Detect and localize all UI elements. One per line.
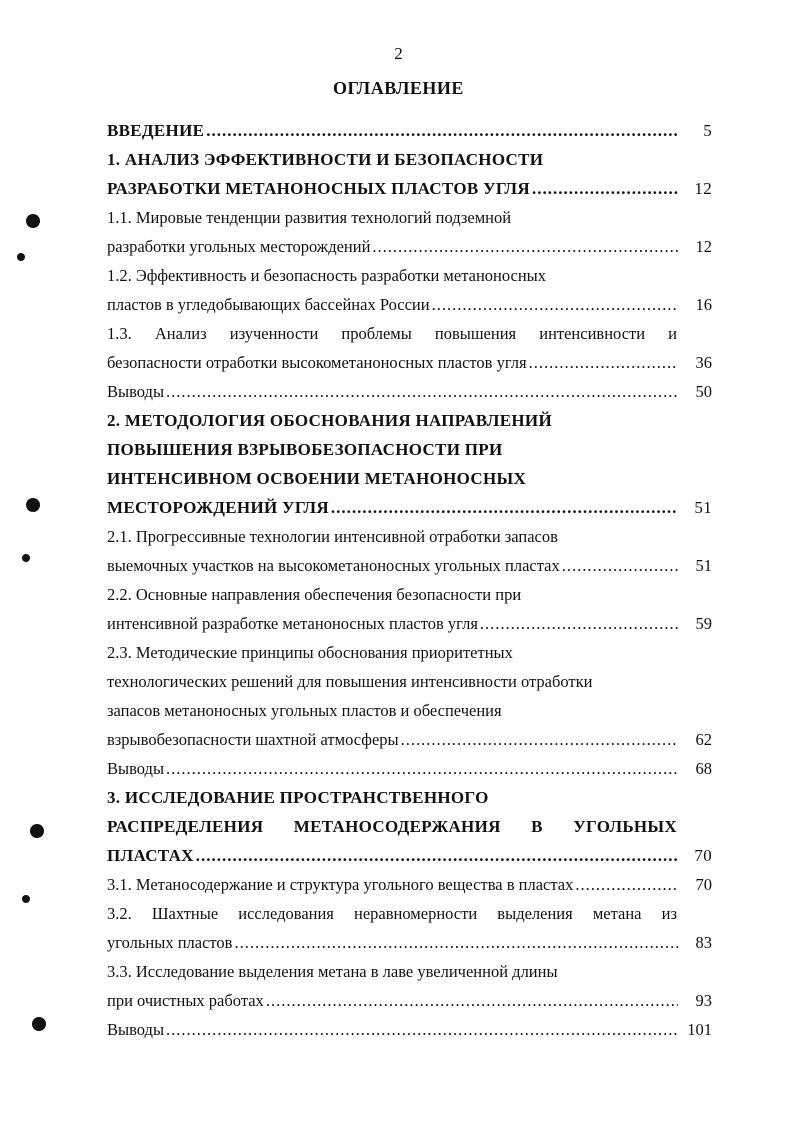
toc-entry: 1.3. Анализ изученности проблемы повышения интенсивности и xyxy=(107,324,677,343)
toc-entry-text: Выводы xyxy=(107,382,165,401)
toc-entry xyxy=(107,986,712,1015)
binder-hole-mark xyxy=(26,498,40,512)
toc-entry xyxy=(107,928,712,957)
toc-entry: 3.3. Исследование выделения метана в лаве увеличенной длины xyxy=(107,962,558,981)
toc-entry-text: Выводы xyxy=(107,759,165,778)
toc-entry xyxy=(107,609,712,638)
dot-leader xyxy=(562,551,678,580)
toc-entry-text: ВВЕДЕНИЕ xyxy=(107,121,205,140)
toc-entry-page: 70 xyxy=(695,875,712,894)
table-of-contents xyxy=(107,116,712,1044)
scan-speck xyxy=(22,895,30,903)
toc-entry-page: 101 xyxy=(687,1020,712,1039)
dot-leader xyxy=(432,290,678,319)
dot-leader xyxy=(532,174,678,203)
toc-entry-page: 16 xyxy=(695,295,712,314)
scan-speck xyxy=(22,554,30,562)
dot-leader xyxy=(372,232,678,261)
toc-entry: 2. МЕТОДОЛОГИЯ ОБОСНОВАНИЯ НАПРАВЛЕНИЙ xyxy=(107,411,552,430)
binder-hole-mark xyxy=(32,1017,46,1031)
toc-entry-page: 93 xyxy=(695,991,712,1010)
toc-entry xyxy=(107,870,712,899)
toc-entry: запасов метаноносных угольных пластов и обеспечения xyxy=(107,701,502,720)
toc-entry xyxy=(107,1015,712,1044)
dot-leader xyxy=(206,116,678,145)
toc-entry-page: 51 xyxy=(695,556,712,575)
toc-entry: 1.1. Мировые тенденции развития технологий подземной xyxy=(107,208,512,227)
toc-entry-page: 5 xyxy=(703,121,712,140)
toc-entry xyxy=(107,841,712,870)
toc-entry-page: 62 xyxy=(695,730,712,749)
dot-leader xyxy=(166,754,678,783)
toc-entry-page: 51 xyxy=(694,498,712,517)
toc-entry xyxy=(107,116,712,145)
toc-entry: РАСПРЕДЕЛЕНИЯ МЕТАНОСОДЕРЖАНИЯ В УГОЛЬНЫХ xyxy=(107,817,677,836)
toc-entry xyxy=(107,754,712,783)
toc-entry xyxy=(107,174,712,203)
toc-entry-text: безопасности отработки высокометаноносных пластов угля xyxy=(107,353,527,372)
toc-entry-text: интенсивной разработке метаноносных пластов угля xyxy=(107,614,478,633)
toc-entry: 2.1. Прогрессивные технологии интенсивной отработки запасов xyxy=(107,527,558,546)
toc-entry xyxy=(107,232,712,261)
page-number: 2 xyxy=(394,44,403,63)
toc-entry-text: пластов в угледобывающих бассейнах России xyxy=(107,295,430,314)
toc-entry-text: выемочных участков на высокометаноносных угольных пластах xyxy=(107,556,560,575)
toc-entry-page: 12 xyxy=(694,179,712,198)
toc-entry xyxy=(107,493,712,522)
dot-leader xyxy=(266,986,678,1015)
toc-entry-page: 68 xyxy=(695,759,712,778)
toc-entry-page: 12 xyxy=(695,237,712,256)
toc-entry-page: 36 xyxy=(695,353,712,372)
toc-entry-text: МЕСТОРОЖДЕНИЙ УГЛЯ xyxy=(107,498,329,517)
toc-entry: 3. ИССЛЕДОВАНИЕ ПРОСТРАНСТВЕННОГО xyxy=(107,788,489,807)
toc-entry xyxy=(107,377,712,406)
dot-leader xyxy=(166,377,678,406)
dot-leader xyxy=(196,841,678,870)
toc-entry: 3.2. Шахтные исследования неравномерности выделения метана из xyxy=(107,904,677,923)
toc-entry-text: при очистных работах xyxy=(107,991,264,1010)
dot-leader xyxy=(401,725,678,754)
dot-leader xyxy=(575,870,678,899)
toc-entry: технологических решений для повышения интенсивности отработки xyxy=(107,672,593,691)
toc-entry: 1. АНАЛИЗ ЭФФЕКТИВНОСТИ И БЕЗОПАСНОСТИ xyxy=(107,150,544,169)
dot-leader xyxy=(480,609,678,638)
dot-leader xyxy=(331,493,678,522)
dot-leader xyxy=(234,928,678,957)
scan-speck xyxy=(17,253,25,261)
toc-entry-text: РАЗРАБОТКИ МЕТАНОНОСНЫХ ПЛАСТОВ УГЛЯ xyxy=(107,179,530,198)
toc-entry-page: 70 xyxy=(694,846,712,865)
binder-hole-mark xyxy=(26,214,40,228)
toc-entry-text: разработки угольных месторождений xyxy=(107,237,371,256)
binder-hole-mark xyxy=(30,824,44,838)
dot-leader xyxy=(529,348,678,377)
toc-entry xyxy=(107,725,712,754)
toc-entry-text: 3.1. Метаносодержание и структура угольного вещества в пластах xyxy=(107,875,574,894)
toc-entry: 2.2. Основные направления обеспечения безопасности при xyxy=(107,585,522,604)
toc-entry: 1.2. Эффективность и безопасность разработки метаноносных xyxy=(107,266,546,285)
dot-leader xyxy=(166,1015,678,1044)
page-title: ОГЛАВЛЕНИЕ xyxy=(333,78,464,98)
toc-entry: ПОВЫШЕНИЯ ВЗРЫВОБЕЗОПАСНОСТИ ПРИ xyxy=(107,440,503,459)
toc-entry: 2.3. Методические принципы обоснования приоритетных xyxy=(107,643,513,662)
toc-entry-text: Выводы xyxy=(107,1020,165,1039)
toc-entry-page: 50 xyxy=(695,382,712,401)
toc-entry-page: 59 xyxy=(695,614,712,633)
toc-entry: ИНТЕНСИВНОМ ОСВОЕНИИ МЕТАНОНОСНЫХ xyxy=(107,469,527,488)
toc-entry xyxy=(107,551,712,580)
toc-entry-text: угольных пластов xyxy=(107,933,233,952)
toc-entry xyxy=(107,290,712,319)
toc-entry-page: 83 xyxy=(695,933,712,952)
toc-entry-text: ПЛАСТАХ xyxy=(107,846,194,865)
toc-entry xyxy=(107,348,712,377)
toc-entry-text: взрывобезопасности шахтной атмосферы xyxy=(107,730,399,749)
